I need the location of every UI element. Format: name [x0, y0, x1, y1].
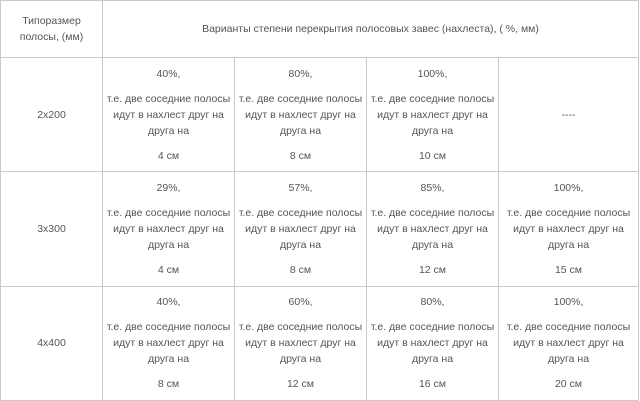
- header-row: [1, 1, 639, 58]
- variant-cell: [499, 286, 639, 400]
- size-column-header: Типоразмер полосы, (мм): [1, 1, 103, 58]
- overlap-percent: 57%,: [288, 182, 313, 195]
- empty-marker: ----: [561, 108, 576, 121]
- overlap-value: 10 см: [418, 149, 447, 162]
- variant-cell: [103, 172, 235, 286]
- overlap-description: т.е. две соседние полосы идут в нахлест друг на друга на: [238, 207, 363, 252]
- variant-cell: [367, 286, 499, 400]
- strip-size-cell: 4x400: [1, 286, 103, 400]
- strip-size-cell: 2x200: [1, 58, 103, 172]
- overlap-percent: 100%,: [417, 67, 448, 80]
- variant-cell: [367, 172, 499, 286]
- overlap-value: 8 см: [289, 149, 312, 162]
- table-row: [1, 286, 639, 400]
- overlap-value: 8 см: [157, 378, 180, 391]
- overlap-description: т.е. две соседние полосы идут в нахлест друг на друга на: [370, 92, 495, 137]
- variant-cell: [235, 58, 367, 172]
- overlap-percent: 80%,: [420, 296, 445, 309]
- variant-cell: [103, 58, 235, 172]
- variant-cell: [103, 286, 235, 400]
- overlap-description: т.е. две соседние полосы идут в нахлест друг на друга на: [506, 207, 631, 252]
- overlap-percent: 100%,: [553, 182, 584, 195]
- overlap-description: т.е. две соседние полосы идут в нахлест друг на друга на: [238, 321, 363, 366]
- variants-column-header: Варианты степени перекрытия полосовых завес (нахлеста), ( %, мм): [103, 1, 639, 58]
- table-row: [1, 58, 639, 172]
- overlap-percent: 40%,: [156, 296, 181, 309]
- overlap-percent: 85%,: [420, 182, 445, 195]
- overlap-value: 8 см: [289, 264, 312, 277]
- overlap-percent: 80%,: [288, 67, 313, 80]
- overlap-percent: 100%,: [553, 296, 584, 309]
- overlap-percent: 40%,: [156, 67, 181, 80]
- overlap-description: т.е. две соседние полосы идут в нахлест друг на друга на: [370, 321, 495, 366]
- overlap-value: 15 см: [554, 264, 583, 277]
- overlap-description: т.е. две соседние полосы идут в нахлест друг на друга на: [370, 207, 495, 252]
- overlap-percent: 29%,: [156, 182, 181, 195]
- overlap-description: т.е. две соседние полосы идут в нахлест друг на друга на: [106, 321, 231, 366]
- overlap-description: т.е. две соседние полосы идут в нахлест друг на друга на: [106, 207, 231, 252]
- overlap-value: 4 см: [157, 149, 180, 162]
- variant-cell: [367, 58, 499, 172]
- overlap-description: т.е. две соседние полосы идут в нахлест друг на друга на: [238, 92, 363, 137]
- overlap-value: 12 см: [286, 378, 315, 391]
- overlap-percent: 60%,: [288, 296, 313, 309]
- variant-cell: [235, 172, 367, 286]
- overlap-description: т.е. две соседние полосы идут в нахлест друг на друга на: [506, 321, 631, 366]
- variant-cell: [499, 172, 639, 286]
- overlap-value: 12 см: [418, 264, 447, 277]
- overlap-value: 20 см: [554, 378, 583, 391]
- variant-cell: [235, 286, 367, 400]
- overlap-value: 4 см: [157, 264, 180, 277]
- variant-cell-empty: [499, 58, 639, 172]
- overlap-value: 16 см: [418, 378, 447, 391]
- strip-size-cell: 3x300: [1, 172, 103, 286]
- overlap-description: т.е. две соседние полосы идут в нахлест друг на друга на: [106, 92, 231, 137]
- table-row: [1, 172, 639, 286]
